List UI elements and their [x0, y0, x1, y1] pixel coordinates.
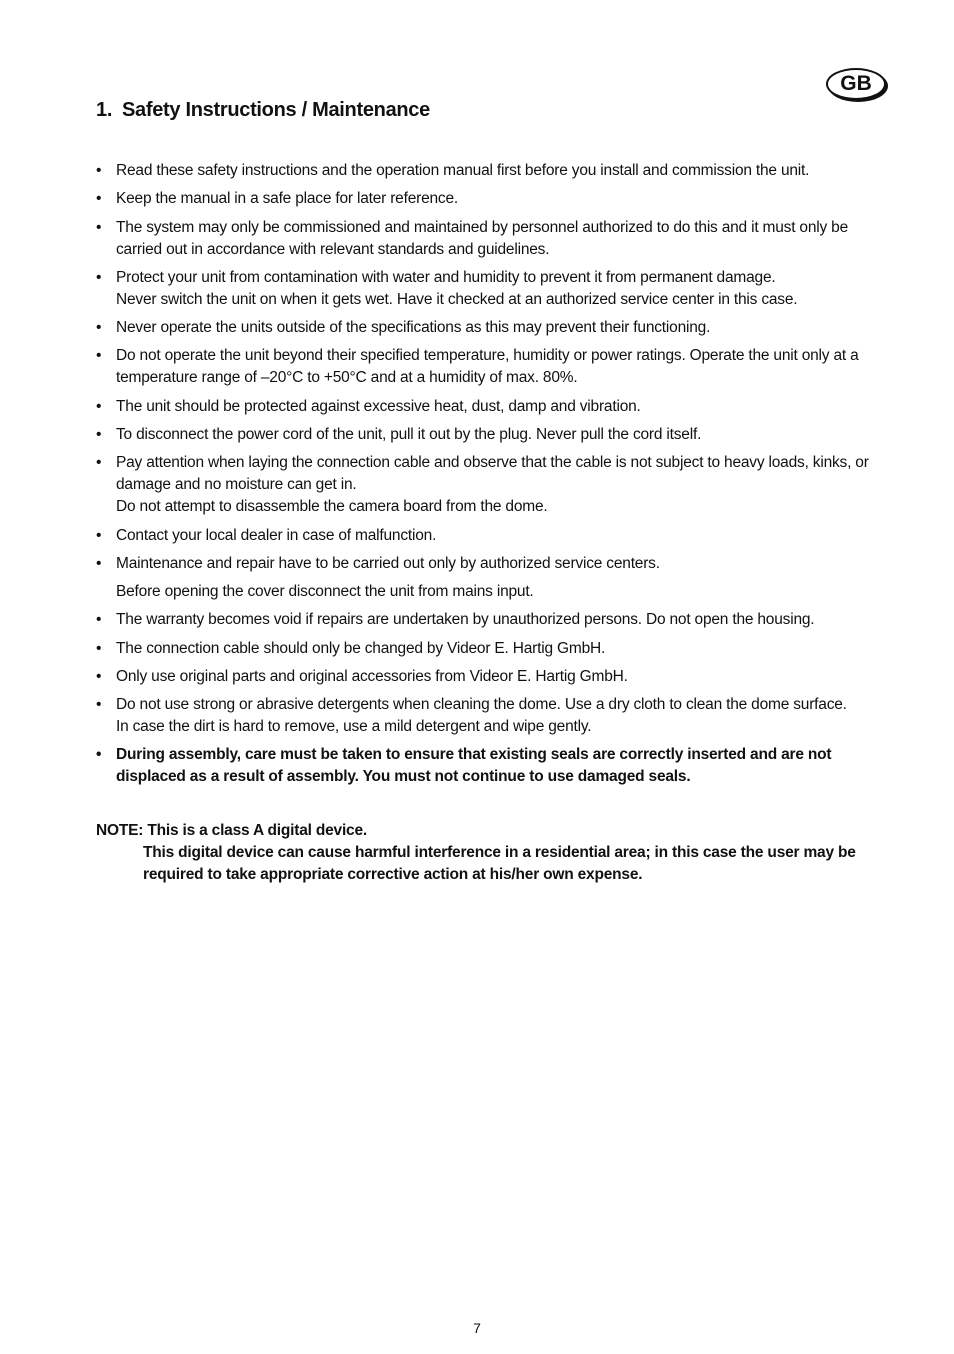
list-item: [96, 666, 886, 688]
list-item-line: Only use original parts and original accessories from Videor E. Hartig GmbH.: [116, 667, 628, 685]
bullet-dot: •: [96, 696, 102, 714]
bullet-dot: •: [96, 319, 102, 337]
note-block: [96, 820, 886, 886]
list-item: [96, 267, 886, 311]
language-badge-label: GB: [840, 72, 872, 95]
bullet-dot: •: [96, 190, 102, 208]
list-item: [96, 160, 886, 182]
list-item-line: Protect your unit from contamination with water and humidity to prevent it from permanent damage.: [116, 268, 776, 286]
list-item: [96, 609, 886, 631]
bullet-dot: •: [96, 218, 102, 236]
list-item: [96, 317, 886, 339]
list-item-line: Maintenance and repair have to be carried out only by authorized service centers.: [116, 554, 660, 572]
section-number: 1.: [96, 99, 113, 121]
list-item: [96, 217, 886, 261]
list-item-line: Never switch the unit on when it gets wet. Have it checked at an authorized service center in this case.: [116, 290, 798, 308]
bullet-dot: •: [96, 162, 102, 179]
list-item: [96, 525, 886, 547]
list-item-line: Read these safety instructions and the operation manual first before you install and commission the unit.: [116, 162, 810, 179]
language-badge: [826, 68, 886, 100]
list-item-line: To disconnect the power cord of the unit, pull it out by the plug. Never pull the cord itself.: [116, 426, 702, 444]
list-item-line: Never operate the units outside of the specifications as this may prevent their functioning.: [116, 319, 711, 337]
list-item-line: Contact your local dealer in case of malfunction.: [116, 526, 437, 544]
list-item-line: damage and no moisture can get in.: [116, 476, 357, 494]
list-item-line: carried out in accordance with relevant standards and guidelines.: [116, 240, 550, 258]
bullet-dot: •: [96, 426, 102, 444]
list-item-line: In case the dirt is hard to remove, use a mild detergent and wipe gently.: [116, 718, 592, 736]
list-item: [96, 694, 886, 738]
list-item-line: temperature range of –20°C to +50°C and at a humidity of max. 80%.: [116, 369, 578, 387]
list-item-line: Pay attention when laying the connection cable and observe that the cable is not subject to heavy loads, kinks, or: [116, 454, 869, 472]
list-item-line: The warranty becomes void if repairs are undertaken by unauthorized persons. Do not open the housing.: [116, 611, 815, 629]
bullet-dot: •: [96, 667, 102, 685]
list-item: [96, 744, 886, 788]
note-line: This digital device can cause harmful interference in a residential area; in this case the user may be: [143, 844, 856, 861]
section-title-text: Safety Instructions / Maintenance: [122, 99, 430, 121]
list-item: [96, 553, 886, 603]
list-item-line: The connection cable should only be changed by Videor E. Hartig GmbH.: [116, 639, 606, 657]
note-first-line: NOTE: This is a class A digital device.: [96, 822, 368, 839]
list-item-line: Do not use strong or abrasive detergents when cleaning the dome. Use a dry cloth to clean the dome surface.: [116, 696, 847, 714]
list-item: [96, 452, 886, 518]
bullet-dot: •: [96, 347, 102, 365]
list-item: [96, 345, 886, 389]
bullet-dot: •: [96, 611, 102, 629]
bullet-dot: •: [96, 526, 102, 544]
bullet-dot: •: [96, 268, 102, 286]
list-item-line: Keep the manual in a safe place for later reference.: [116, 190, 459, 208]
list-item: [96, 396, 886, 418]
note-line: required to take appropriate corrective action at his/her own expense.: [143, 866, 643, 883]
list-item-line: The unit should be protected against excessive heat, dust, damp and vibration.: [116, 397, 641, 415]
bullet-dot: •: [96, 397, 102, 415]
list-item-line: displaced as a result of assembly. You must not continue to use damaged seals.: [116, 768, 691, 786]
list-item: [96, 188, 886, 210]
list-item: [96, 424, 886, 446]
page-number: 7: [473, 1320, 481, 1336]
list-item-line: Do not attempt to disassemble the camera board from the dome.: [116, 498, 548, 516]
list-item-line: Before opening the cover disconnect the unit from mains input.: [116, 582, 534, 600]
bullet-dot: •: [96, 554, 102, 572]
list-item: [96, 638, 886, 660]
section-title: [96, 99, 430, 122]
list-item-line: During assembly, care must be taken to ensure that existing seals are correctly inserted and are not: [116, 746, 832, 764]
safety-instructions-list: [96, 160, 886, 795]
bullet-dot: •: [96, 746, 102, 764]
list-item-line: Do not operate the unit beyond their specified temperature, humidity or power ratings. Operate the unit only at a: [116, 347, 859, 365]
bullet-dot: •: [96, 454, 102, 472]
bullet-dot: •: [96, 639, 102, 657]
list-item-line: The system may only be commissioned and maintained by personnel authorized to do this and it must only be: [116, 218, 849, 236]
